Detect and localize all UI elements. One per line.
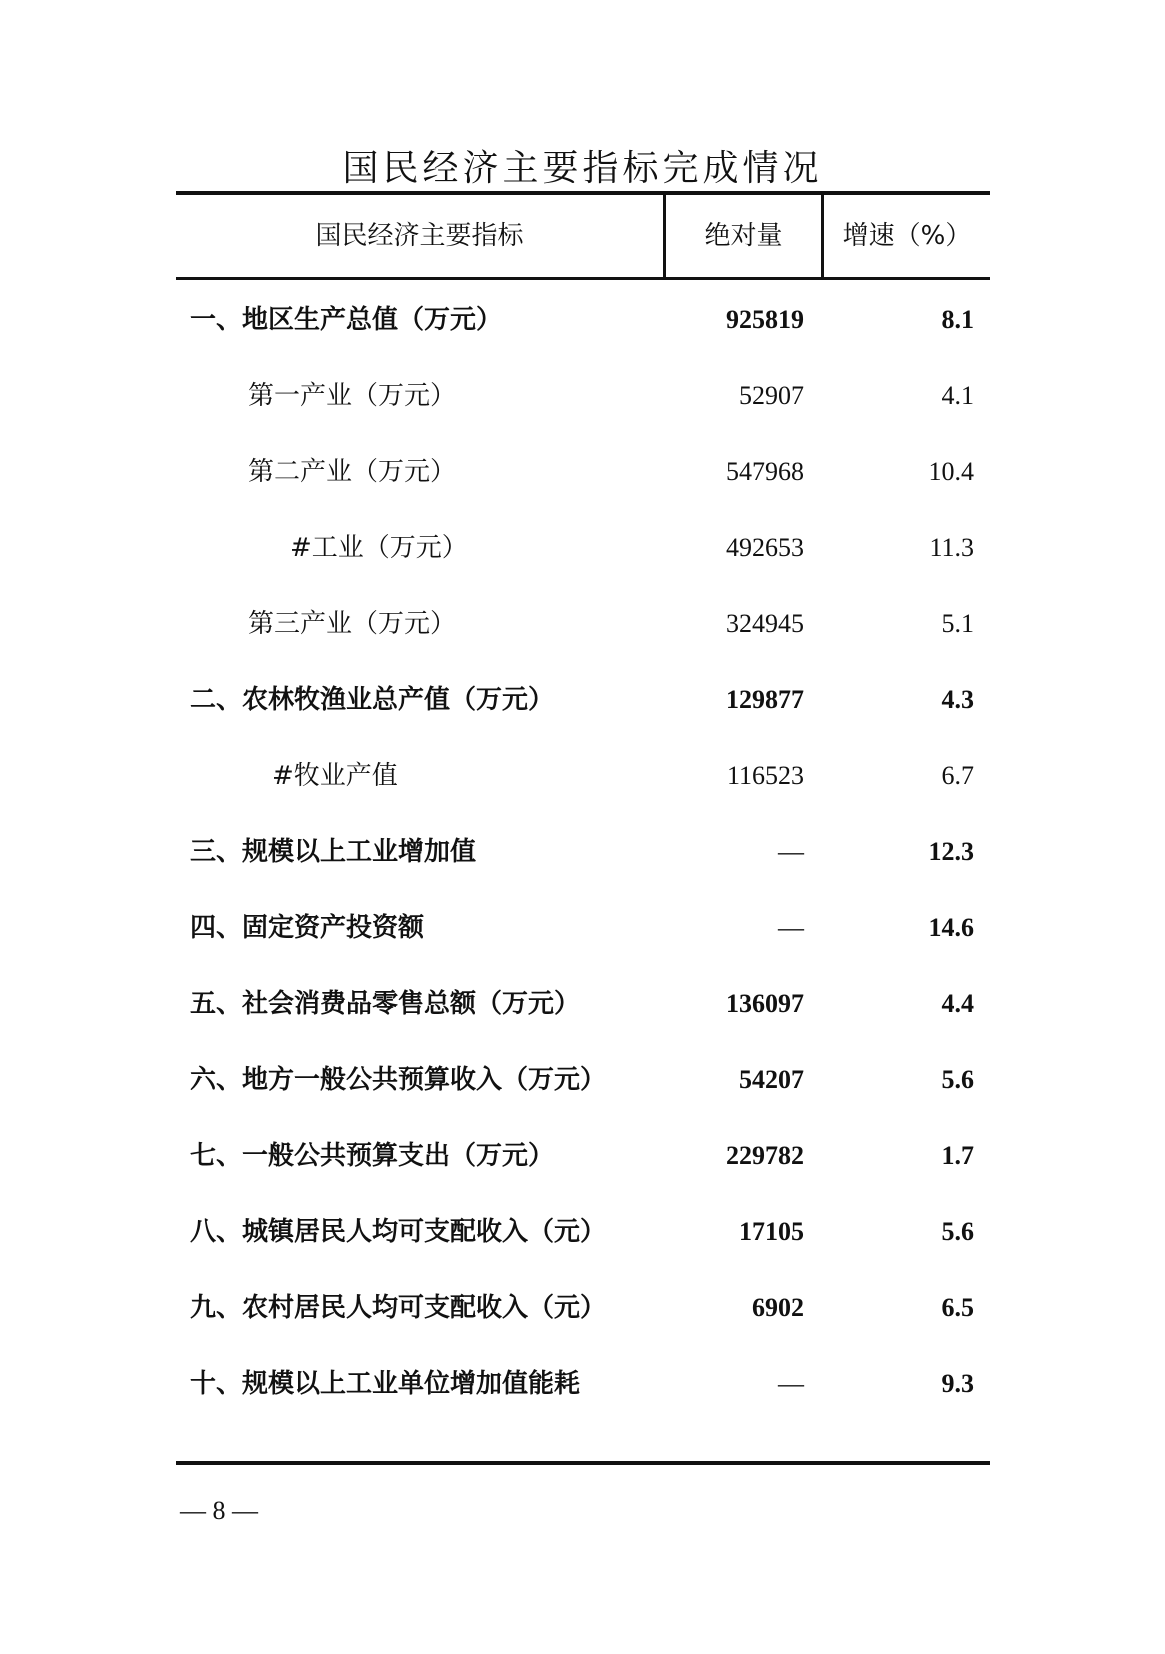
absolute-value: 52907	[739, 381, 804, 410]
indicator-label: 十、规模以上工业单位增加值能耗	[190, 1369, 581, 1399]
absolute-value: —	[778, 1369, 804, 1398]
table-row	[176, 965, 990, 1043]
absolute-value: 129877	[726, 685, 804, 714]
table-row	[176, 1041, 990, 1119]
absolute-value: 229782	[726, 1141, 804, 1170]
growth-rate: 10.4	[928, 457, 974, 486]
growth-rate: 5.1	[941, 609, 974, 638]
indicator-label: #工业（万元）	[290, 533, 468, 563]
indicator-label: 二、农林牧渔业总产值（万元）	[190, 685, 555, 715]
indicator-label: 第三产业（万元）	[248, 609, 457, 639]
column-header-indicator: 国民经济主要指标	[315, 221, 524, 251]
absolute-value: 17105	[739, 1217, 804, 1246]
indicator-label: 六、地方一般公共预算收入（万元）	[190, 1065, 607, 1095]
table-bottom-rule	[176, 1461, 990, 1465]
table-row	[176, 509, 990, 587]
table-row	[176, 813, 990, 891]
growth-rate: 5.6	[941, 1217, 974, 1246]
table-row	[176, 661, 990, 739]
indicator-label: 五、社会消费品零售总额（万元）	[190, 989, 581, 1019]
indicator-label: 第二产业（万元）	[248, 457, 457, 487]
indicator-label: 三、规模以上工业增加值	[190, 837, 477, 867]
absolute-value: 116523	[726, 761, 804, 790]
table-row	[176, 889, 990, 967]
table-row	[176, 585, 990, 663]
absolute-value: 54207	[739, 1065, 804, 1094]
column-header-absolute: 绝对量	[704, 221, 783, 251]
indicator-label: 一、地区生产总值（万元）	[190, 305, 503, 335]
page-number: — 8 —	[180, 1496, 258, 1525]
indicator-label: 七、一般公共预算支出（万元）	[190, 1141, 555, 1171]
table-row	[176, 737, 990, 815]
absolute-value: —	[778, 837, 804, 866]
absolute-value: —	[778, 913, 804, 942]
indicator-label: 四、固定资产投资额	[190, 913, 425, 943]
page-title: 国民经济主要指标完成情况	[342, 148, 823, 189]
growth-rate: 12.3	[928, 837, 974, 866]
indicator-label: 第一产业（万元）	[248, 381, 457, 411]
column-header-growth: 增速（%）	[842, 221, 972, 251]
table-row	[176, 1345, 990, 1423]
table-row	[176, 357, 990, 435]
absolute-value: 6902	[752, 1293, 804, 1322]
growth-rate: 4.1	[941, 381, 974, 410]
growth-rate: 11.3	[929, 533, 974, 562]
table-row	[176, 281, 990, 359]
indicator-label: 九、农村居民人均可支配收入（元）	[190, 1293, 607, 1323]
growth-rate: 5.6	[941, 1065, 974, 1094]
growth-rate: 4.3	[941, 685, 974, 714]
header-bottom-rule	[176, 277, 990, 280]
growth-rate: 6.7	[941, 761, 974, 790]
absolute-value: 324945	[726, 609, 804, 638]
absolute-value: 136097	[726, 989, 804, 1018]
growth-rate: 4.4	[941, 989, 974, 1018]
growth-rate: 9.3	[941, 1369, 974, 1398]
table-row	[176, 433, 990, 511]
growth-rate: 8.1	[941, 305, 974, 334]
indicator-label: #牧业产值	[272, 761, 398, 791]
growth-rate: 1.7	[941, 1141, 974, 1170]
absolute-value: 925819	[726, 305, 804, 334]
absolute-value: 547968	[726, 457, 804, 486]
growth-rate: 6.5	[941, 1293, 974, 1322]
table-row	[176, 1117, 990, 1195]
absolute-value: 492653	[726, 533, 804, 562]
indicator-label: 八、城镇居民人均可支配收入（元）	[190, 1217, 607, 1247]
table-row	[176, 1269, 990, 1347]
growth-rate: 14.6	[928, 913, 974, 942]
table-row	[176, 1193, 990, 1271]
